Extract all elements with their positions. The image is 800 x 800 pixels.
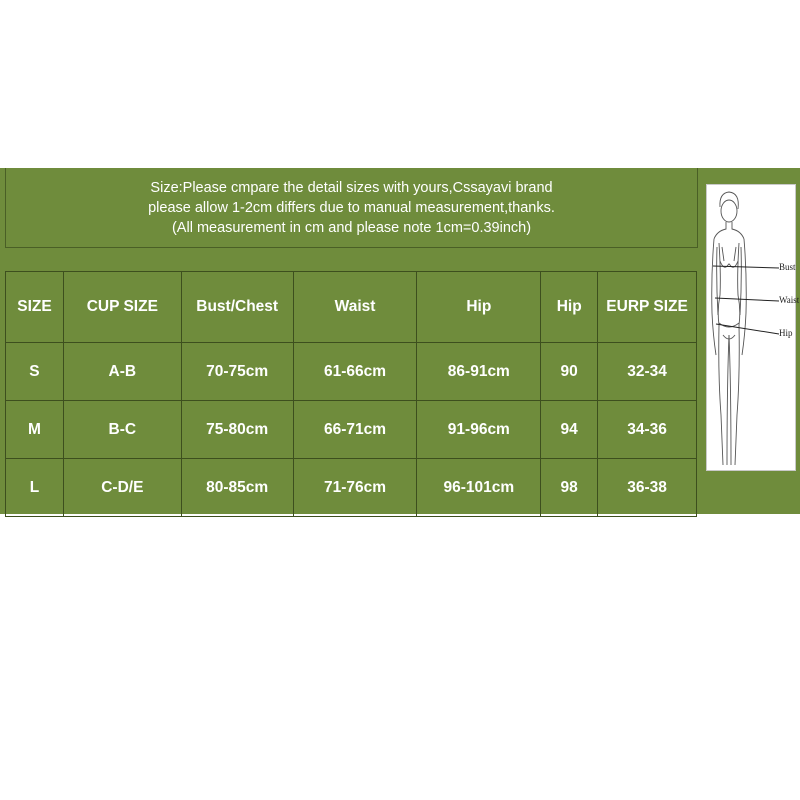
cell-waist: 66-71cm — [293, 401, 417, 459]
table-row — [6, 401, 697, 459]
header-cup-size: CUP SIZE — [63, 272, 181, 343]
cell-cup-size: C-D/E — [63, 459, 181, 517]
cell-cup-size: A-B — [63, 343, 181, 401]
cell-cup-size: B-C — [63, 401, 181, 459]
cell-size: M — [6, 401, 64, 459]
cell-waist: 61-66cm — [293, 343, 417, 401]
cell-bust: 75-80cm — [181, 401, 293, 459]
cell-hip: 90 — [541, 343, 598, 401]
notice-line-3: (All measurement in cm and please note 1cm=0.39inch) — [171, 219, 532, 236]
cell-hip-range: 91-96cm — [417, 401, 541, 459]
cell-bust: 70-75cm — [181, 343, 293, 401]
cell-eurp-size: 32-34 — [598, 343, 697, 401]
waist-label: Waist — [779, 295, 800, 305]
size-table — [5, 271, 697, 517]
header-hip-range: Hip — [417, 272, 541, 343]
cell-bust: 80-85cm — [181, 459, 293, 517]
hip-label: Hip — [779, 328, 793, 338]
cell-hip: 98 — [541, 459, 598, 517]
header-eurp-size: EURP SIZE — [598, 272, 697, 343]
body-measurement-figure — [706, 184, 800, 471]
header-size: SIZE — [6, 272, 64, 343]
notice-line-2: please allow 1-2cm differs due to manual measurement,thanks. — [148, 199, 555, 216]
table-header-row — [6, 272, 697, 343]
cell-eurp-size: 36-38 — [598, 459, 697, 517]
header-waist: Waist — [293, 272, 417, 343]
cell-size: S — [6, 343, 64, 401]
header-hip: Hip — [541, 272, 598, 343]
size-chart — [0, 168, 800, 514]
cell-hip-range: 86-91cm — [417, 343, 541, 401]
cell-size: L — [6, 459, 64, 517]
cell-hip-range: 96-101cm — [417, 459, 541, 517]
bust-label: Bust — [779, 262, 796, 272]
cell-hip: 94 — [541, 401, 598, 459]
cell-waist: 71-76cm — [293, 459, 417, 517]
cell-eurp-size: 34-36 — [598, 401, 697, 459]
table-row — [6, 459, 697, 517]
size-notice — [5, 168, 698, 248]
header-bust-chest: Bust/Chest — [181, 272, 293, 343]
table-row — [6, 343, 697, 401]
notice-line-1: Size:Please cmpare the detail sizes with yours,Cssayavi brand — [150, 179, 553, 196]
